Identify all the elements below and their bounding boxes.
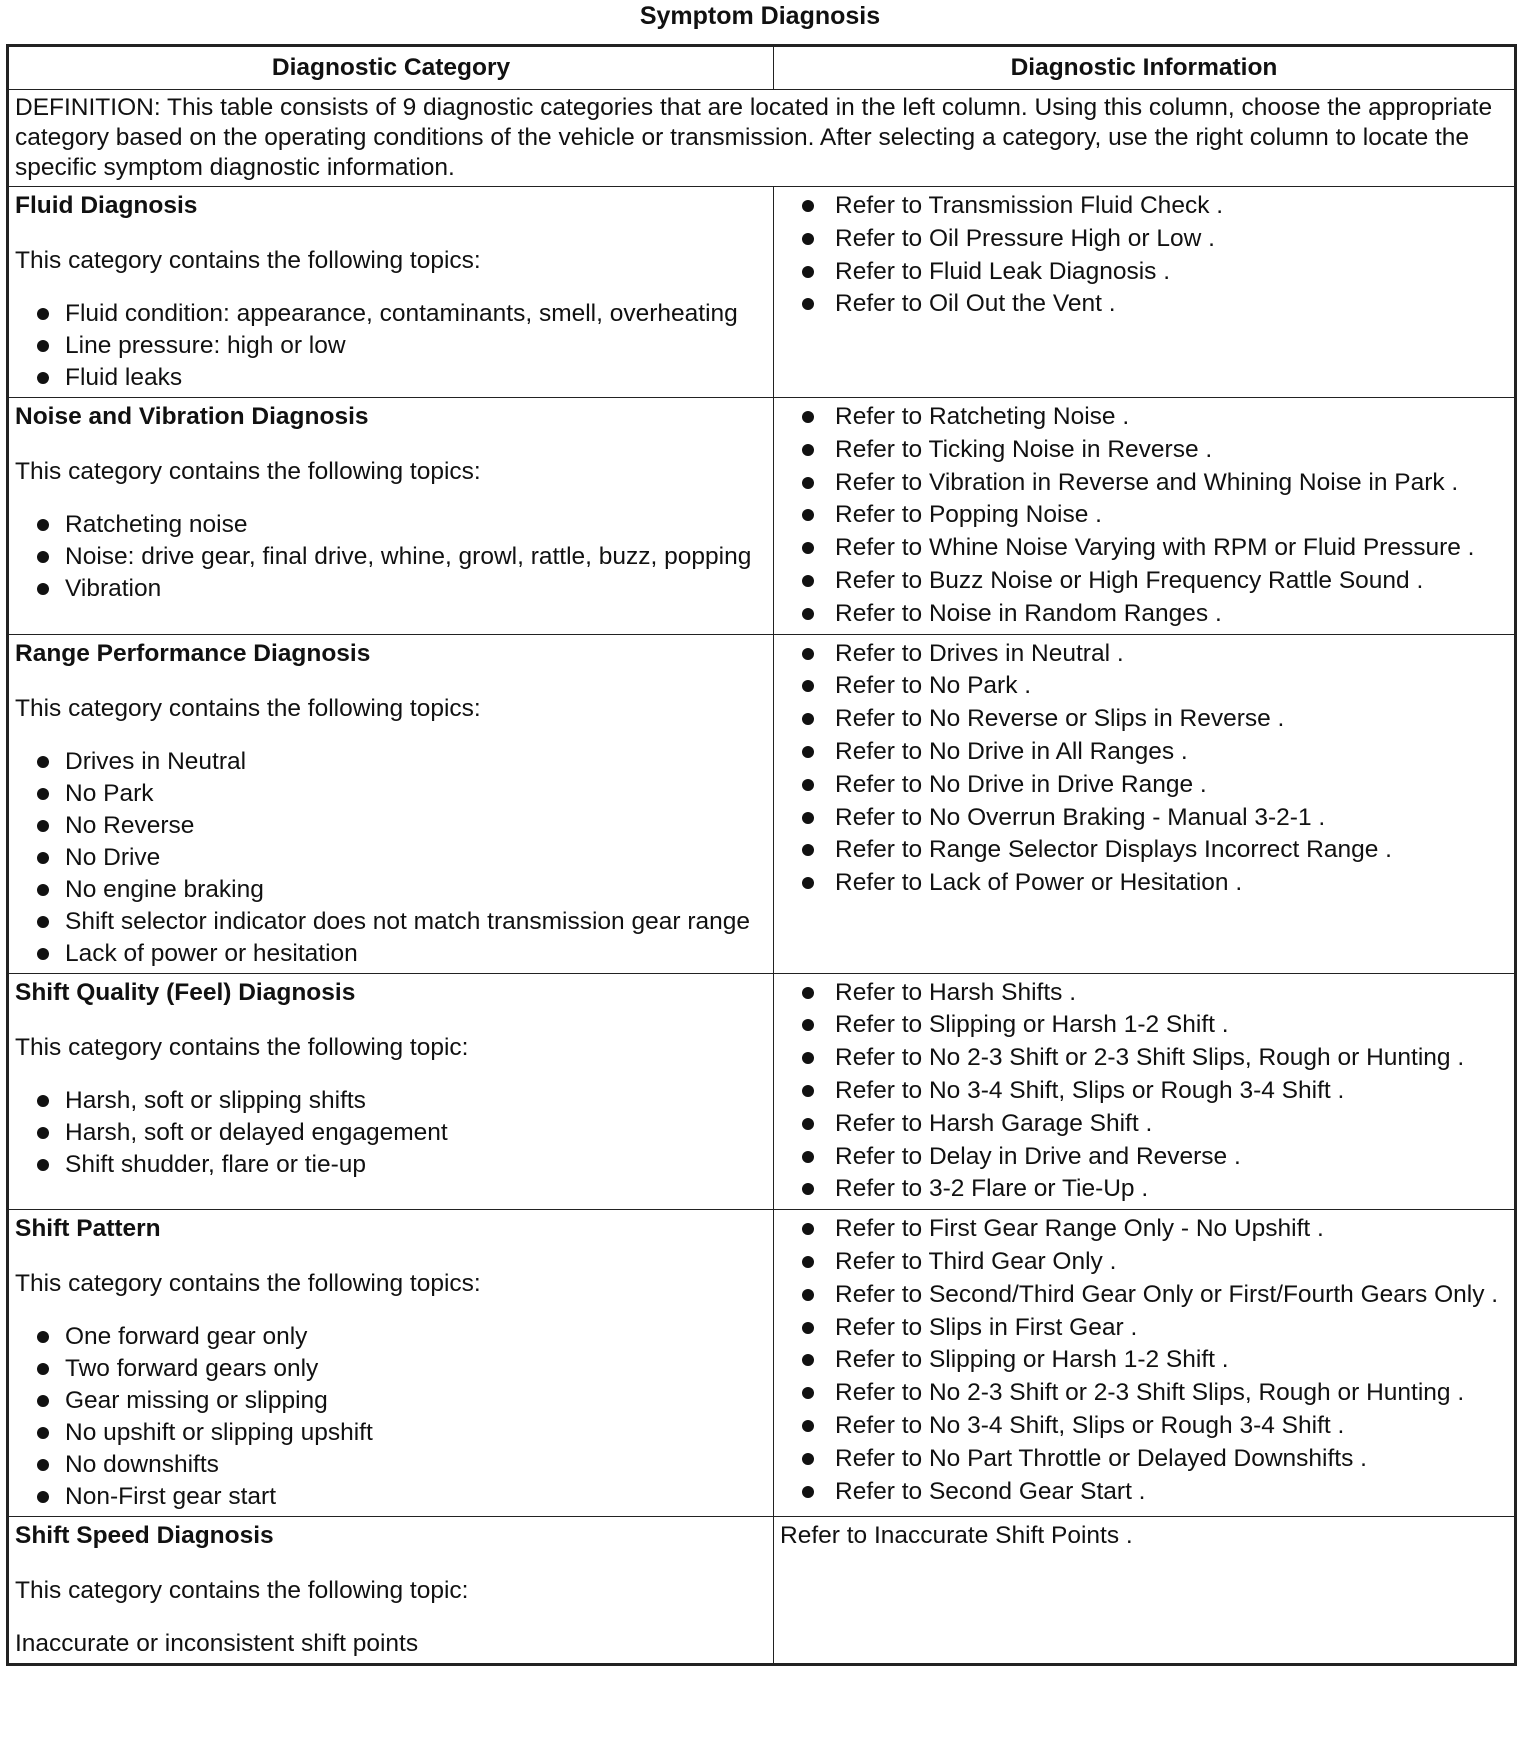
information-cell — [774, 973, 1516, 1210]
topic-item: Fluid condition: appearance, contaminants, smell, overheating — [15, 298, 767, 330]
reference-link[interactable]: Refer to Slips in First Gear . — [780, 1312, 1508, 1345]
symptom-diagnosis-table — [6, 44, 1517, 1666]
category-cell — [8, 187, 774, 398]
topic-item: Ratcheting noise — [15, 509, 767, 541]
reference-link[interactable]: Refer to Range Selector Displays Incorrect Range . — [780, 834, 1508, 867]
topic-item: No Reverse — [15, 810, 767, 842]
topic-list — [15, 298, 767, 394]
category-cell — [8, 1517, 774, 1665]
topics-intro: This category contains the following topics: — [15, 247, 481, 274]
category-cell — [8, 1210, 774, 1517]
reference-link[interactable]: Refer to No Park . — [780, 670, 1508, 703]
topic-item: Lack of power or hesitation — [15, 938, 767, 970]
category-name: Fluid Diagnosis — [15, 192, 198, 219]
topic-item: No downshifts — [15, 1449, 767, 1481]
reference-link[interactable]: Refer to No Reverse or Slips in Reverse . — [780, 703, 1508, 736]
header-diagnostic-category: Diagnostic Category — [8, 46, 774, 90]
reference-link[interactable]: Refer to Oil Out the Vent . — [780, 288, 1508, 321]
definition-text: DEFINITION: This table consists of 9 diagnostic categories that are located in the left column. Using this column, choose the appropriate category based on the operating conditions of the vehicle or transmission. After selecting a category, use the right column to locate the specific symptom diagnostic information. — [8, 90, 1516, 187]
table-row — [8, 398, 1516, 635]
category-cell — [8, 634, 774, 973]
topic-list — [15, 746, 767, 970]
reference-link[interactable]: Refer to Harsh Shifts . — [780, 977, 1508, 1010]
reference-link[interactable]: Refer to No 3-4 Shift, Slips or Rough 3-4 Shift . — [780, 1410, 1508, 1443]
reference-list — [780, 638, 1508, 900]
reference-link[interactable]: Refer to Vibration in Reverse and Whining Noise in Park . — [780, 467, 1508, 500]
category-name: Noise and Vibration Diagnosis — [15, 403, 369, 430]
topics-intro: This category contains the following topic: — [15, 1033, 469, 1061]
topics-intro: This category contains the following topics: — [15, 1270, 481, 1298]
topic-item: Shift shudder, flare or tie-up — [15, 1149, 767, 1181]
reference-link[interactable]: Refer to Fluid Leak Diagnosis . — [780, 256, 1508, 289]
reference-link[interactable]: Refer to Second Gear Start . — [780, 1476, 1508, 1509]
category-cell — [8, 398, 774, 635]
reference-link[interactable]: Refer to No Drive in All Ranges . — [780, 736, 1508, 769]
reference-link[interactable]: Refer to No Part Throttle or Delayed Downshifts . — [780, 1443, 1508, 1476]
information-cell — [774, 398, 1516, 635]
table-row — [8, 1517, 1516, 1665]
reference-link[interactable]: Refer to No Overrun Braking - Manual 3-2-1 . — [780, 802, 1508, 835]
topic-item: No Park — [15, 778, 767, 810]
information-cell — [774, 634, 1516, 973]
category-name: Shift Pattern — [15, 1215, 161, 1243]
reference-link[interactable]: Refer to Popping Noise . — [780, 499, 1508, 532]
topic-item: Harsh, soft or delayed engagement — [15, 1117, 767, 1149]
topics-intro: This category contains the following topics: — [15, 458, 481, 485]
reference-link[interactable]: Refer to Second/Third Gear Only or First/Fourth Gears Only . — [780, 1279, 1508, 1312]
topic-item: No Drive — [15, 842, 767, 874]
reference-link[interactable]: Refer to 3-2 Flare or Tie-Up . — [780, 1173, 1508, 1206]
topic-item: Gear missing or slipping — [15, 1385, 767, 1417]
reference-link[interactable]: Refer to No Drive in Drive Range . — [780, 769, 1508, 802]
reference-link[interactable]: Refer to No 3-4 Shift, Slips or Rough 3-4 Shift . — [780, 1075, 1508, 1108]
reference-link[interactable]: Refer to Ticking Noise in Reverse . — [780, 434, 1508, 467]
topic-list — [15, 1085, 767, 1181]
reference-link[interactable]: Refer to Noise in Random Ranges . — [780, 598, 1508, 631]
reference-link[interactable]: Refer to Oil Pressure High or Low . — [780, 223, 1508, 256]
topic-list — [15, 509, 767, 605]
definition-row — [8, 90, 1516, 187]
reference-link[interactable]: Refer to First Gear Range Only - No Upshift . — [780, 1213, 1508, 1246]
topic-item: Vibration — [15, 573, 767, 605]
category-name: Shift Speed Diagnosis — [15, 1522, 274, 1550]
information-cell — [774, 1517, 1516, 1665]
table-header-row — [8, 46, 1516, 90]
topic-item: Line pressure: high or low — [15, 330, 767, 362]
reference-link[interactable]: Refer to Delay in Drive and Reverse . — [780, 1141, 1508, 1174]
reference-link[interactable]: Refer to Slipping or Harsh 1-2 Shift . — [780, 1344, 1508, 1377]
topics-intro: This category contains the following topics: — [15, 694, 481, 722]
page-title: Symptom Diagnosis — [639, 2, 881, 30]
topic-item: Noise: drive gear, final drive, whine, growl, rattle, buzz, popping — [15, 541, 767, 573]
table-row — [8, 187, 1516, 398]
reference-link[interactable]: Refer to No 2-3 Shift or 2-3 Shift Slips, Rough or Hunting . — [780, 1042, 1508, 1075]
topics-intro: This category contains the following topic: — [15, 1577, 469, 1605]
topic-item: One forward gear only — [15, 1321, 767, 1353]
reference-list — [780, 190, 1508, 321]
table-row — [8, 1210, 1516, 1517]
header-diagnostic-information: Diagnostic Information — [774, 46, 1516, 90]
topic-item: Harsh, soft or slipping shifts — [15, 1085, 767, 1117]
information-cell — [774, 187, 1516, 398]
reference-link[interactable]: Refer to Drives in Neutral . — [780, 638, 1508, 671]
reference-link[interactable]: Refer to Whine Noise Varying with RPM or Fluid Pressure . — [780, 532, 1508, 565]
category-name: Range Performance Diagnosis — [15, 639, 371, 667]
reference-link[interactable]: Refer to Inaccurate Shift Points . — [780, 1522, 1133, 1550]
topic-item: No upshift or slipping upshift — [15, 1417, 767, 1449]
topic-list — [15, 1321, 767, 1513]
reference-link[interactable]: Refer to No 2-3 Shift or 2-3 Shift Slips, Rough or Hunting . — [780, 1377, 1508, 1410]
reference-list — [780, 977, 1508, 1207]
topic-item: Non-First gear start — [15, 1481, 767, 1513]
reference-link[interactable]: Refer to Slipping or Harsh 1-2 Shift . — [780, 1009, 1508, 1042]
reference-link[interactable]: Refer to Third Gear Only . — [780, 1246, 1508, 1279]
category-cell — [8, 973, 774, 1210]
topic-item: Two forward gears only — [15, 1353, 767, 1385]
reference-link[interactable]: Refer to Transmission Fluid Check . — [780, 190, 1508, 223]
topic-item: No engine braking — [15, 874, 767, 906]
reference-link[interactable]: Refer to Ratcheting Noise . — [780, 401, 1508, 434]
reference-link[interactable]: Refer to Lack of Power or Hesitation . — [780, 867, 1508, 900]
reference-link[interactable]: Refer to Harsh Garage Shift . — [780, 1108, 1508, 1141]
table-row — [8, 634, 1516, 973]
table-row — [8, 973, 1516, 1210]
reference-list — [780, 1213, 1508, 1508]
topic-item: Drives in Neutral — [15, 746, 767, 778]
reference-list — [780, 401, 1508, 631]
information-cell — [774, 1210, 1516, 1517]
reference-link[interactable]: Refer to Buzz Noise or High Frequency Rattle Sound . — [780, 565, 1508, 598]
topic-item: Inaccurate or inconsistent shift points — [15, 1630, 419, 1658]
category-name: Shift Quality (Feel) Diagnosis — [15, 978, 356, 1006]
topic-item: Shift selector indicator does not match transmission gear range — [15, 906, 767, 938]
topic-item: Fluid leaks — [15, 362, 767, 394]
